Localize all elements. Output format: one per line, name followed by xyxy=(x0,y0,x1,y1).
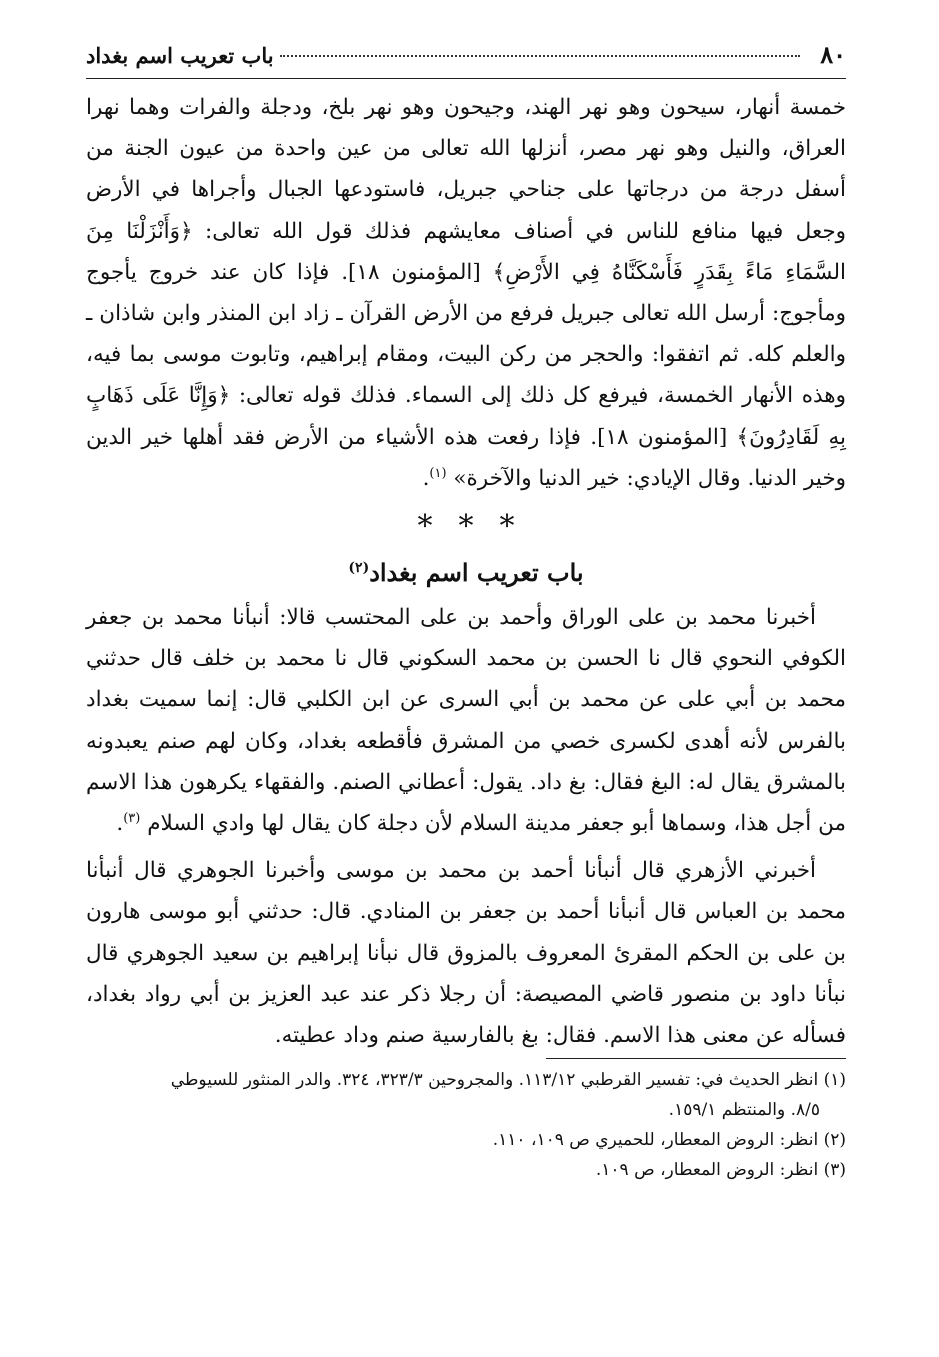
footnote-ref-3: (٣) xyxy=(123,810,141,826)
footnote-1-continuation: ٨/٥. والمنتظم ١٥٩/١. xyxy=(668,1100,820,1121)
footnote-ref-2: (٢) xyxy=(348,560,370,577)
header-dot-leader xyxy=(280,55,801,57)
page-number: ٨٠ xyxy=(820,40,846,69)
paragraph-2-text: أخبرنا محمد بن على الوراق وأحمد بن على المحتسب قالا: أنبأنا محمد بن جعفر الكوفي النحوي قال نا الحسن بن محمد السكوني قال نا محمد بن خلف قال حدثني محمد بن أبي على عن محمد بن أبي السرى عن ابن الكلبي قال: إنما سميت بغداد بالفرس لأنه أهدى لكسرى خصي من المشرق فأقطعه بغداد، وكان لهم صنم يعبدونه بالمشرق يقال له: البغ فقال: بغ داد. يقول: أعطاني الصنم. والفقهاء يكرهون هذا الاسم من أجل هذا، وسماها أبو جعفر مدينة السلام لأن دجلة كان يقال لها وادي السلام xyxy=(86,605,846,837)
footnote-1: (١) انظر الحديث في: تفسير القرطبي ١١٣/١٢. والمجروحين ٣٢٣/٣، ٣٢٤. والدر المنثور للسيوطي xyxy=(170,1070,846,1091)
paragraph-2: أخبرنا محمد بن على الوراق وأحمد بن على المحتسب قالا: أنبأنا محمد بن جعفر الكوفي النحوي قال نا الحسن بن محمد السكوني قال نا محمد بن خلف قال حدثني محمد بن أبي على عن محمد بن أبي السرى عن ابن الكلبي قال: إنما سميت بغداد بالفرس لأنه أهدى لكسرى خصي من المشرق فأقطعه بغداد، وكان لهم صنم يعبدونه بالمشرق يقال له: البغ فقال: بغ داد. يقول: أعطاني الصنم. والفقهاء يكرهون هذا الاسم من أجل هذا، وسماها أبو جعفر مدينة السلام لأن دجلة كان يقال لها وادي السلام $^{(٣)}$. xyxy=(86,605,846,837)
footnote-divider xyxy=(546,1058,846,1059)
section-title xyxy=(86,558,846,587)
section-separator: *** xyxy=(417,509,541,545)
book-page xyxy=(86,40,846,1185)
footnotes xyxy=(86,1065,846,1185)
paragraph-3-text: أخبرني الأزهري قال أنبأنا أحمد بن محمد بن موسى وأخبرنا الجوهري قال أنبأنا محمد بن العباس قال أنبأنا أحمد بن جعفر بن المنادي. قال: حدثني أبو موسى هارون بن على بن الحكم المقرئ المعروف بالمزوق قال نبأنا إبراهيم بن سعيد الجوهري قال نبأنا داود بن منصور قاضي المصيصة: أن رجلا ذكر عند عبد العزيز بن أبي رواد بغداد، فسأله عن معنى هذا الاسم. فقال: بغ بالفارسية صنم وداد عطيته. xyxy=(86,858,846,1049)
paragraph-1: خمسة أنهار، سيحون وهو نهر الهند، وجيحون وهو نهر بلخ، ودجلة والفرات وهما نهرا العراق، والنيل وهو نهر مصر، أنزلها الله تعالى من عين واحدة من عيون الجنة من أسفل درجة من درجاتها على جناحي جبريل، فاستودعها الجبال وأجراها في الأرض وجعل فيها منافع للناس في أصناف معايشهم فذلك قول الله تعالى: ﴿وَأَنْزَلْنَا مِنَ السَّمَاءِ مَاءً بِقَدَرٍ فَأَسْكَنَّاهُ فِي الأَرْضِ﴾ [المؤمنون ١٨]. فإذا كان عند خروج يأجوج ومأجوج: أرسل الله تعالى جبريل فرفع من الأرض القرآن ـ زاد ابن المنذر وابن شاذان ـ والعلم كله. ثم اتفقوا: والحجر من ركن البيت، ومقام إبراهيم، وتابوت موسى بما فيه، وهذه الأنهار الخمسة، فيرفع كل ذلك إلى السماء. فذلك قوله تعالى: ﴿وَإِنَّا عَلَى ذَهَابٍ بِهِ لَقَادِرُونَ﴾ [المؤمنون ١٨]. فإذا رفعت هذه الأشياء من الأرض فقد أهلها خير الدين وخير الدنيا. وقال الإيادي: خير الدنيا والآخرة» $^{(١)}$. xyxy=(86,95,847,491)
paragraph-1-text: خمسة أنهار، سيحون وهو نهر الهند، وجيحون وهو نهر بلخ، ودجلة والفرات وهما نهرا العراق، والنيل وهو نهر مصر، أنزلها الله تعالى من عين واحدة من عيون الجنة من أسفل درجة من درجاتها على جناحي جبريل، فاستودعها الجبال وأجراها في الأرض وجعل فيها منافع للناس في أصناف معايشهم فذلك قول الله تعالى: ﴿وَأَنْزَلْنَا مِنَ السَّمَاءِ مَاءً بِقَدَرٍ فَأَسْكَنَّاهُ فِي الأَرْضِ﴾ [المؤمنون ١٨]. فإذا كان عند خروج يأجوج ومأجوج: أرسل الله تعالى جبريل فرفع من الأرض القرآن ـ زاد ابن المنذر وابن شاذان ـ والعلم كله. ثم اتفقوا: والحجر من ركن البيت، ومقام إبراهيم، وتابوت موسى بما فيه، وهذه الأنهار الخمسة، فيرفع كل ذلك إلى السماء. فذلك قوله تعالى: ﴿وَإِنَّا عَلَى ذَهَابٍ بِهِ لَقَادِرُونَ﴾ [المؤمنون ١٨]. فإذا رفعت هذه الأشياء من الأرض فقد أهلها خير الدين وخير الدنيا. وقال الإيادي: خير الدنيا والآخرة» xyxy=(86,95,847,491)
footnote-3: (٣) انظر: الروض المعطار، ص ١٠٩. xyxy=(595,1160,846,1181)
page-header xyxy=(86,40,846,79)
footnote-ref-1: (١) xyxy=(429,465,447,481)
paragraph-3 xyxy=(86,850,846,1056)
section-title-text: باب تعريب اسم بغداد xyxy=(369,558,584,588)
running-title: باب تعريب اسم بغداد xyxy=(86,43,274,68)
footnote-2: (٢) انظر: الروض المعطار، للحميري ص ١٠٩، ١١٠. xyxy=(492,1130,846,1151)
